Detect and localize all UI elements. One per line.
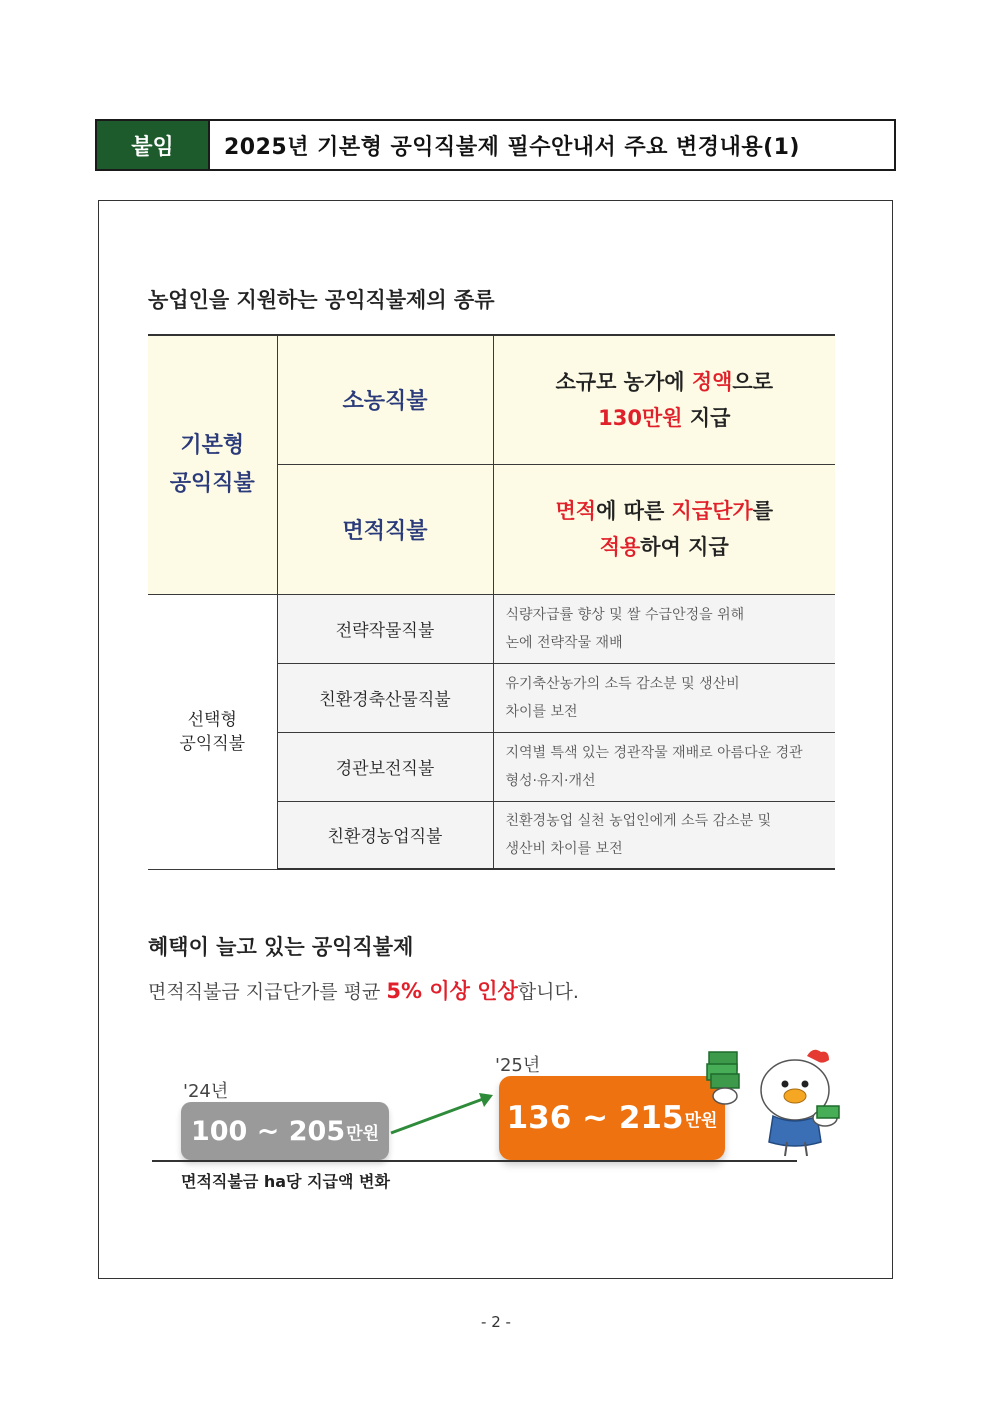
desc-line: 차이를 보전 bbox=[505, 703, 578, 720]
basic-group-label-1: 기본형 bbox=[180, 432, 245, 458]
desc-line: 식량자급률 향상 및 쌀 수급안정을 위해 bbox=[505, 606, 745, 623]
desc-text: 를 bbox=[752, 499, 773, 523]
rate-2024-value: 100 ~ 205 bbox=[190, 1115, 346, 1147]
rate-unit: 만원 bbox=[346, 1123, 379, 1144]
desc-line: 논에 전략작물 재배 bbox=[505, 634, 623, 651]
optional-type-name: 친환경농업직불 bbox=[277, 801, 493, 869]
attachment-header bbox=[95, 119, 896, 171]
optional-type-name: 전략작물직불 bbox=[277, 594, 493, 663]
chart-caption: 면적직불금 ha당 지급액 변화 bbox=[181, 1172, 390, 1191]
basic-type-desc bbox=[493, 464, 835, 594]
optional-type-name: 친환경축산물직불 bbox=[277, 663, 493, 732]
table-row bbox=[148, 594, 835, 663]
notice-text: 면적직불금 지급단가를 평균 bbox=[148, 981, 387, 1003]
mascot-chicken-icon bbox=[695, 1044, 843, 1162]
optional-type-desc bbox=[493, 801, 835, 869]
document-title: 2025년 기본형 공익직불제 필수안내서 주요 변경내용(1) bbox=[224, 134, 800, 160]
content-frame bbox=[98, 200, 893, 1279]
desc-text: 으로 bbox=[732, 369, 773, 394]
rate-2025-badge bbox=[499, 1076, 725, 1160]
basic-type-name: 소농직불 bbox=[277, 335, 493, 464]
desc-highlight: 적용 bbox=[599, 535, 641, 559]
year-2024-label: '24년 bbox=[183, 1081, 229, 1102]
desc-line: 형성·유지·개선 bbox=[505, 772, 596, 789]
optional-type-desc bbox=[493, 732, 835, 801]
section-title-types: 농업인을 지원하는 공익직불제의 종류 bbox=[148, 288, 495, 312]
increase-notice bbox=[148, 975, 579, 1005]
desc-line: 생산비 차이를 보전 bbox=[505, 840, 623, 857]
optional-group-cell bbox=[148, 594, 277, 869]
desc-text: 에 따른 bbox=[596, 499, 672, 523]
direct-payment-types-table bbox=[148, 334, 835, 870]
attachment-tag: 붙임 bbox=[97, 121, 210, 169]
rate-2025-value: 136 ~ 215 bbox=[506, 1100, 684, 1136]
optional-group-label-1: 선택형 bbox=[187, 709, 237, 730]
optional-type-name: 경관보전직불 bbox=[277, 732, 493, 801]
rate-unit: 만원 bbox=[684, 1110, 718, 1131]
desc-highlight: 130만원 bbox=[598, 405, 683, 430]
rate-2024-badge bbox=[181, 1102, 389, 1160]
basic-group-label-2: 공익직불 bbox=[169, 470, 255, 496]
basic-type-desc bbox=[493, 335, 835, 464]
desc-highlight: 정액 bbox=[691, 369, 733, 394]
notice-text: 합니다. bbox=[517, 981, 579, 1003]
desc-highlight: 면적 bbox=[555, 499, 597, 523]
desc-highlight: 지급단가 bbox=[671, 499, 753, 523]
desc-text: 지급 bbox=[682, 405, 731, 430]
desc-line: 지역별 특색 있는 경관작물 재배로 아름다운 경관 bbox=[505, 744, 803, 761]
table-row bbox=[148, 335, 835, 464]
desc-text: 소규모 농가에 bbox=[555, 369, 692, 394]
chart-baseline bbox=[152, 1160, 797, 1162]
optional-group-label-2: 공익직불 bbox=[179, 733, 246, 754]
basic-type-name: 면적직불 bbox=[277, 464, 493, 594]
basic-group-cell bbox=[148, 335, 277, 594]
desc-line: 친환경농업 실천 농업인에게 소득 감소분 및 bbox=[505, 812, 772, 829]
section-title-benefits: 혜택이 늘고 있는 공익직불제 bbox=[148, 935, 414, 959]
increase-arrow-icon bbox=[387, 1089, 499, 1139]
optional-type-desc bbox=[493, 663, 835, 732]
notice-highlight: 5% 이상 인상 bbox=[386, 979, 518, 1003]
optional-type-desc bbox=[493, 594, 835, 663]
year-2025-label: '25년 bbox=[495, 1055, 541, 1076]
desc-line: 유기축산농가의 소득 감소분 및 생산비 bbox=[505, 675, 740, 692]
page-number: - 2 - bbox=[481, 1313, 511, 1331]
desc-text: 하여 지급 bbox=[640, 535, 729, 559]
